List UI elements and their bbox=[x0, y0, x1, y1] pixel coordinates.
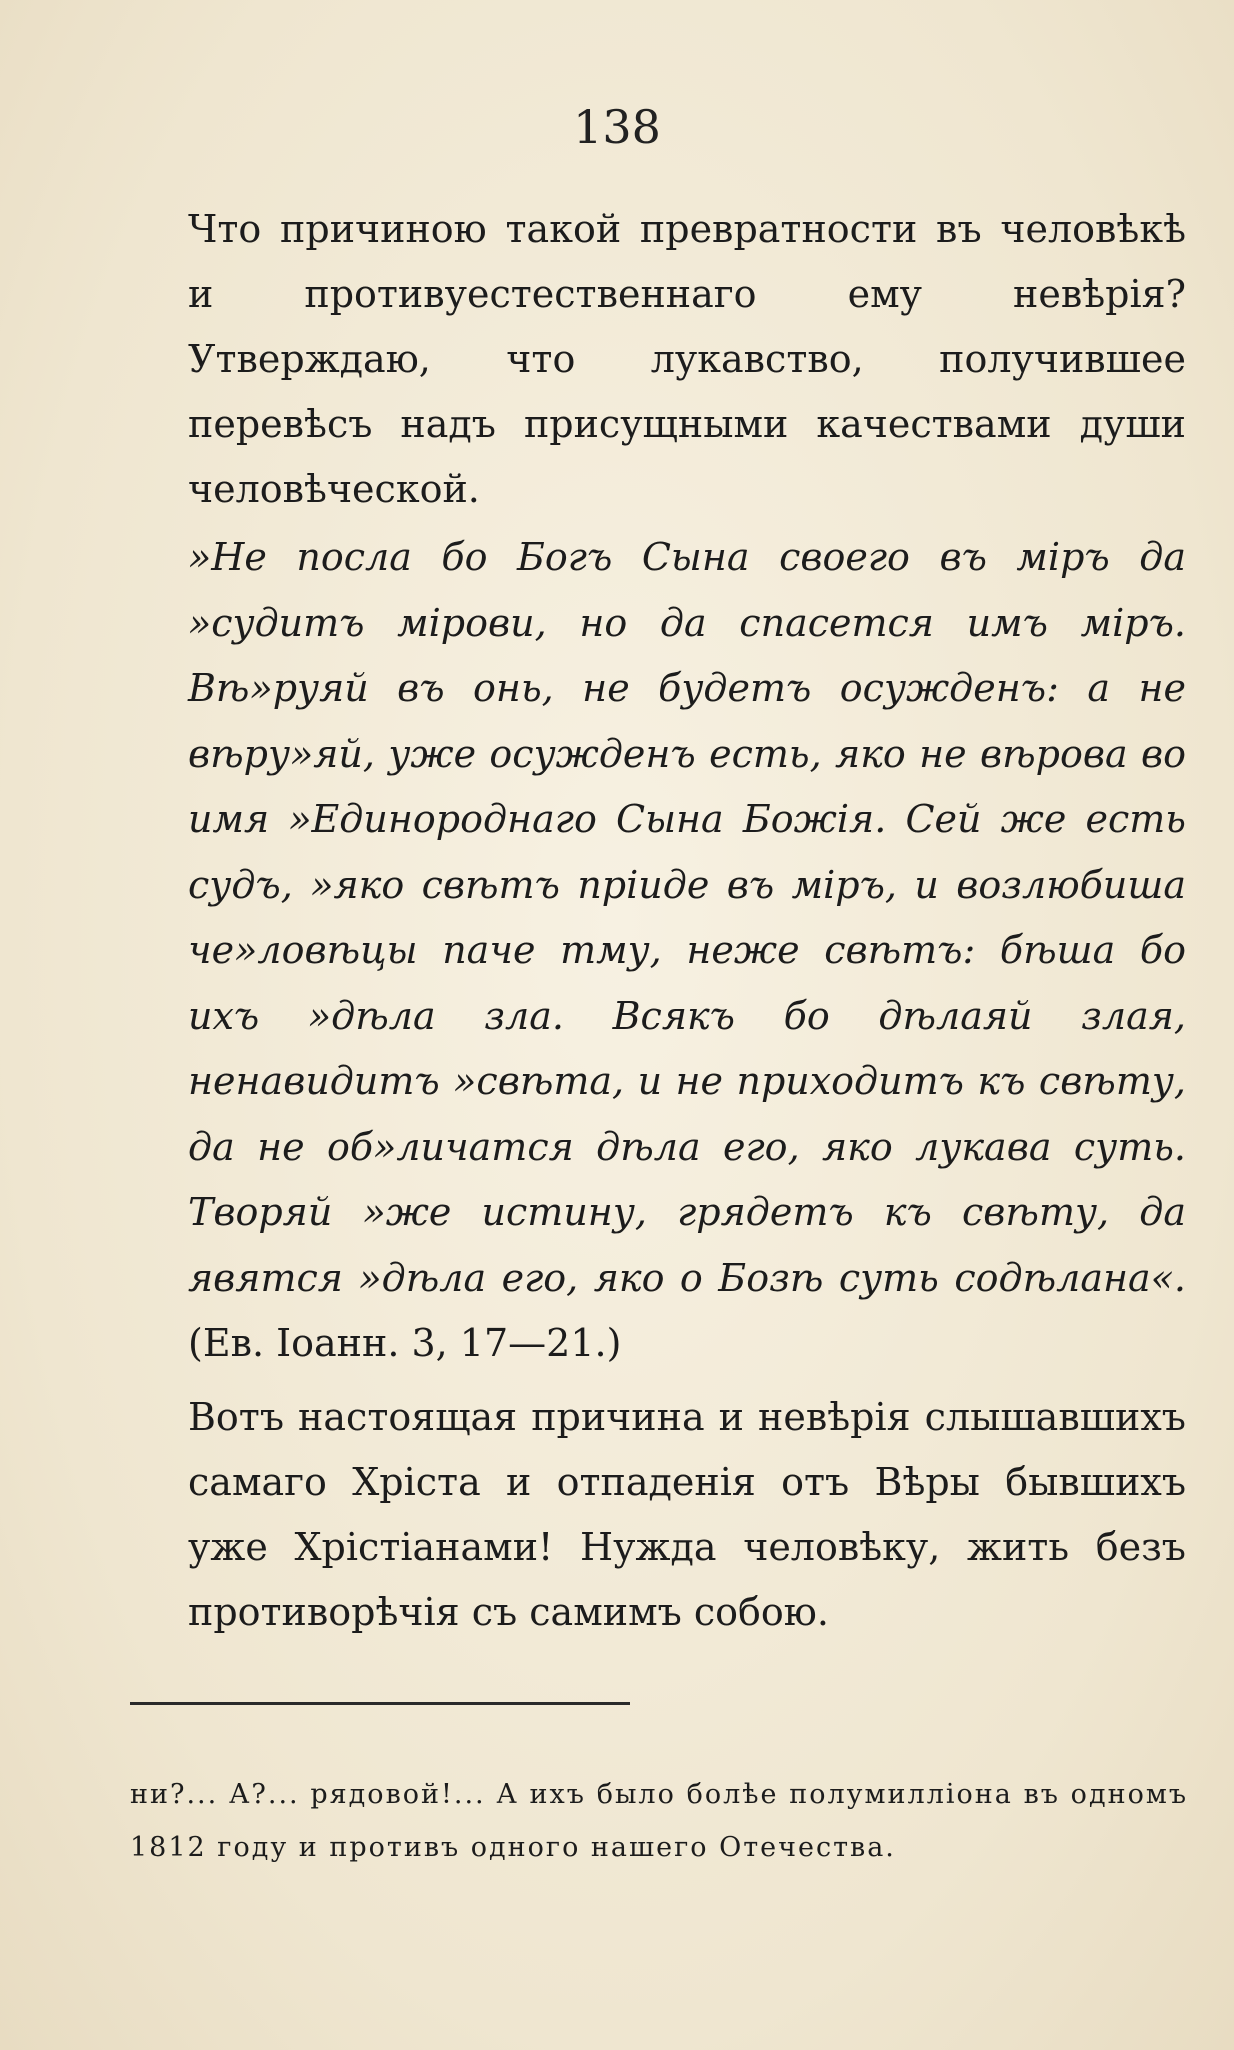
page-number: 138 bbox=[573, 100, 661, 154]
scripture-quote bbox=[188, 525, 1186, 1377]
quote-reference: (Ев. Іоанн. 3, 17—21.) bbox=[188, 1321, 622, 1365]
quote-text: »Не посла бо Богъ Сына своего въ міръ да »судитъ мірови, но да спасется имъ міръ. Вѣ»руяй въ онь, не будетъ осужденъ: а не вѣру»яй, уже осужденъ есть, яко не вѣрова во имя »Единороднаго Сына Божія. Сей же есть судъ, »яко свѣтъ пріиде въ міръ, и возлюбиша че»ловѣцы паче тму, неже свѣтъ: бѣша бо ихъ »дѣла зла. Всякъ бо дѣлаяй злая, ненавидитъ »свѣта, и не приходитъ къ свѣту, да не об»личатся дѣла его, яко лукава суть. Творяй »же истину, грядетъ къ свѣту, да явятся »дѣла его, яко о Бозѣ суть содѣлана«. bbox=[188, 535, 1186, 1300]
footnote-divider bbox=[130, 1702, 630, 1705]
footnote: ни?... А?... рядовой!... А ихъ было болѣе полумилліона въ одномъ 1812 году и противъ одного нашего Отечества. bbox=[130, 1779, 1188, 1863]
paragraph-1: Что причиною такой превратности въ человѣкѣ и противуестественнаго ему невѣрія? Утверждаю, что лукавство, получившее перевѣсъ надъ присущными качествами души человѣческой. bbox=[188, 207, 1186, 511]
paragraph-3: Вотъ настоящая причина и невѣрія слышавшихъ самаго Хріста и отпаденія отъ Вѣры бывшихъ уже Хрістіанами! Нужда человѣку, жить безъ противорѣчія съ самимъ собою. bbox=[188, 1395, 1186, 1634]
